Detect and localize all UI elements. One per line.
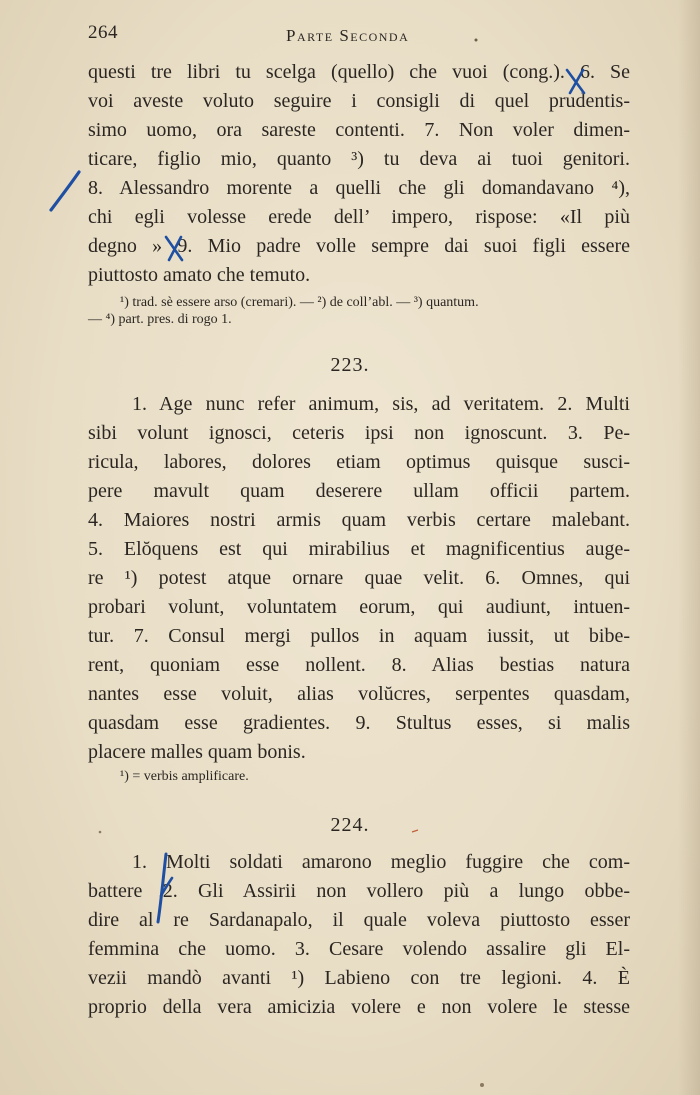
- text-line: sibi volunt ignosci, ceteris ipsi non ignoscunt. 3. Pe-: [88, 422, 630, 444]
- text-line: tur. 7. Consul mergi pullos in aquam iussit, ut bibe-: [88, 625, 630, 647]
- text-line: chi egli volesse erede dell’ impero, rispose: «Il più: [88, 206, 630, 228]
- text-line: dire al re Sardanapalo, il quale voleva piuttosto esser: [88, 909, 630, 931]
- text-line: probari volunt, voluntatem eorum, qui audiunt, intuen-: [88, 596, 630, 618]
- page-number: 264: [88, 22, 118, 43]
- text-line: 1. Molti soldati amarono meglio fuggire che com-: [132, 851, 630, 873]
- text-line: 5. Elŏquens est qui mirabilius et magnificentius auge-: [88, 538, 630, 560]
- page-header: [88, 22, 628, 50]
- text-line: ticare, figlio mio, quanto ³) tu deva ai tuoi genitori.: [88, 148, 630, 170]
- section-number-224: 224.: [330, 814, 370, 836]
- section-222-footnotes: [88, 294, 630, 328]
- text-line: re ¹) potest atque ornare quae velit. 6. Omnes, qui: [88, 567, 630, 589]
- text-line: pere mavult quam deserere ullam officii partem.: [88, 480, 630, 502]
- footnote-line: ¹) trad. sè essere arso (cremari). — ²) de coll’abl. — ³) quantum.: [120, 295, 479, 310]
- section-223-text: [88, 390, 630, 767]
- text-line: ricula, labores, dolores etiam optimus quisque susci-: [88, 451, 630, 473]
- text-line: battere 2. Gli Assirii non vollero più a lungo obbe-: [88, 880, 630, 902]
- text-line: placere malles quam bonis.: [88, 741, 306, 763]
- text-line: simo uomo, ora sareste contenti. 7. Non voler dimen-: [88, 119, 630, 141]
- text-line: 1. Age nunc refer animum, sis, ad veritatem. 2. Multi: [132, 393, 630, 415]
- text-line: quasdam esse gradientes. 9. Stultus esses, si malis: [88, 712, 630, 734]
- text-line: rent, quoniam esse nollent. 8. Alias bestias natura: [88, 654, 630, 676]
- text-line: 8. Alessandro morente a quelli che gli domandavano ⁴),: [88, 177, 630, 199]
- text-line: proprio della vera amicizia volere e non volere le stesse: [88, 996, 630, 1018]
- text-line: voi aveste voluto seguire i consigli di quel prudentis-: [88, 90, 630, 112]
- footnote-line: — ⁴) part. pres. di rogo 1.: [88, 312, 232, 327]
- page-edge-shadow: [678, 0, 700, 1095]
- footnote-line: ¹) = verbis amplificare.: [120, 769, 249, 784]
- text-line: vezii mandò avanti ¹) Labieno con tre legioni. 4. È: [88, 967, 630, 989]
- running-head: Parte Seconda: [286, 26, 410, 45]
- text-line: nantes esse voluit, alias volŭcres, serpentes quasdam,: [88, 683, 630, 705]
- text-line: degno » 9. Mio padre volle sempre dai suoi figli essere: [88, 235, 630, 257]
- text-line: questi tre libri tu scelga (quello) che vuoi (cong.). 6. Se: [88, 61, 630, 83]
- section-223-footnotes: [88, 768, 630, 785]
- pen-slash-mark: [51, 172, 79, 210]
- text-line: femmina che uomo. 3. Cesare volendo assalire gli El-: [88, 938, 630, 960]
- text-line: piuttosto amato che temuto.: [88, 264, 311, 286]
- section-224-text: [88, 848, 630, 1022]
- text-line: 4. Maiores nostri armis quam verbis certare malebant.: [88, 509, 630, 531]
- section-number-223: 223.: [330, 354, 370, 376]
- section-222-text: [88, 58, 630, 290]
